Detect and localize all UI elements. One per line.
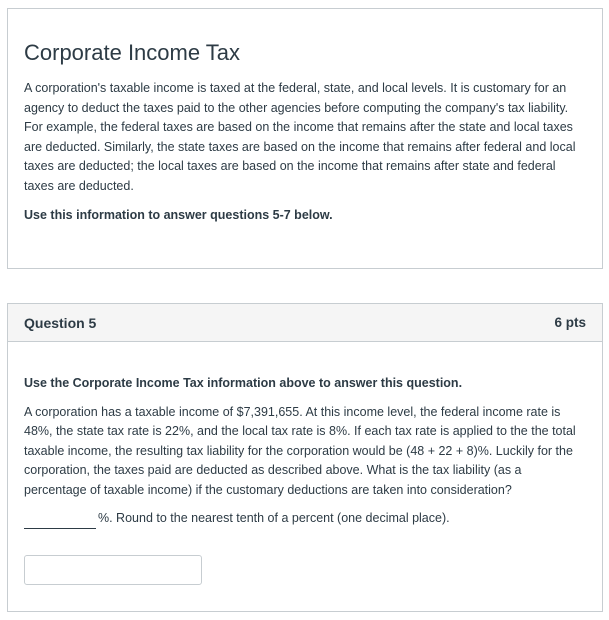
question-body: [8, 342, 602, 585]
intro-paragraph: A corporation's taxable income is taxed at the federal, state, and local levels. It is customary for an agency to deduct the taxes paid to the other agencies before computing the company's tax liability. For example, the federal taxes are based on the income that remains after the state and local taxes are deducted. Similarly, the state taxes are based on the income that remains after federal and local taxes are deducted; the local taxes are based on the income that remains after state and federal taxes are deducted.: [24, 81, 576, 193]
intro-title: Corporate Income Tax: [24, 40, 241, 65]
intro-note: Use this information to answer questions 5-7 below.: [24, 208, 333, 222]
question-title: Question 5: [24, 314, 97, 331]
question-text: A corporation has a taxable income of $7,391,655. At this income level, the federal income rate is 48%, the state tax rate is 22%, and the local tax rate is 8%. If each tax rate is applied to the the total taxable income, the resulting tax liability for the corporation would be (48 + 22 + 8)%. Luckily for the corporation, the taxes paid are deducted as described above. What is the tax liability (as a percentage of taxable income) if the customary deductions are taken into consideration?: [24, 404, 576, 497]
question-panel: [7, 303, 603, 612]
question-header: [8, 304, 602, 342]
answer-input[interactable]: [24, 555, 202, 585]
answer-suffix: %. Round to the nearest tenth of a percent (one decimal place).: [98, 511, 450, 525]
answer-blank: [24, 514, 96, 529]
answer-line: [24, 509, 586, 529]
question-points: 6 pts: [554, 315, 586, 330]
question-instruction: Use the Corporate Income Tax information above to answer this question.: [24, 376, 463, 390]
intro-panel: [7, 8, 603, 269]
